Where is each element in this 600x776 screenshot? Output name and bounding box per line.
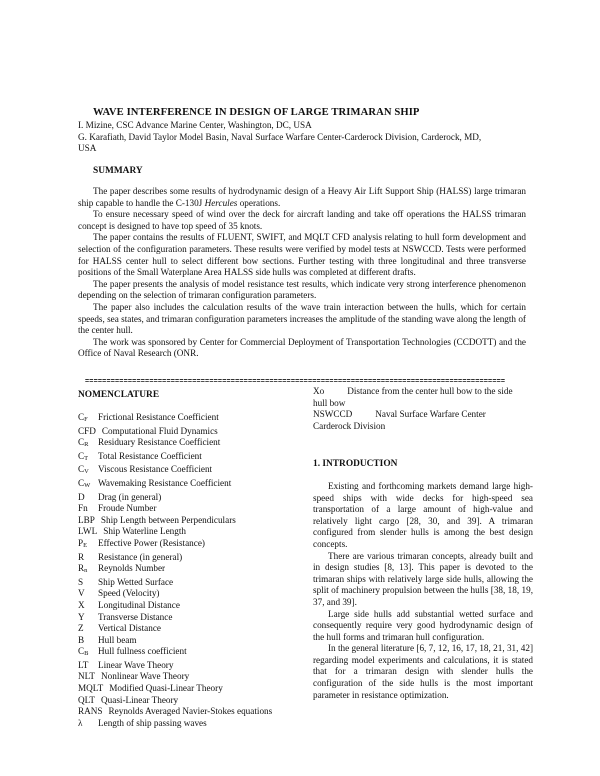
nomenclature-symbol	[78, 695, 95, 707]
nomenclature-row	[78, 426, 303, 438]
nomenclature-xo-line-1: Xo Distance from the center hull bow to the side	[313, 386, 513, 396]
nomenclature-row	[78, 706, 303, 718]
nomenclature-description: Nonlinear Wave Theory	[101, 671, 190, 682]
nomenclature-row	[78, 492, 303, 504]
nomenclature-symbol	[78, 503, 98, 515]
nomenclature-symbol-subscript: E	[83, 541, 88, 549]
nomenclature-symbol-subscript: n	[84, 567, 88, 575]
nomenclature-row	[78, 577, 303, 589]
nomenclature-description: Ship Waterline Length	[103, 526, 186, 537]
nomenclature-row	[78, 563, 303, 577]
nomenclature-description: Length of ship passing waves	[98, 717, 207, 728]
summary-paragraph-5: The paper also includes the calculation results of the wave train interaction between the hulls, which for certain speeds, sea states, and trimaran configuration parameters increases the amplitude of the standing wave along the length of the center hull.	[78, 301, 526, 336]
nomenclature-row	[78, 718, 303, 730]
nomenclature-symbol	[78, 464, 98, 478]
nomenclature-description: Resistance (in general)	[98, 551, 183, 562]
author-line-3: USA	[78, 143, 97, 154]
nomenclature-description: Computational Fluid Dynamics	[101, 425, 218, 436]
nomenclature-description: Longitudinal Distance	[98, 599, 180, 610]
nomenclature-symbol-subscript: W	[84, 481, 91, 489]
nomenclature-description: Residuary Resistance Coefficient	[98, 437, 221, 448]
summary-section	[78, 186, 526, 360]
summary-heading: SUMMARY	[93, 166, 143, 176]
nomenclature-row	[78, 660, 303, 672]
nomenclature-symbol	[78, 718, 98, 730]
nomenclature-symbol-base: λ	[78, 717, 83, 728]
nomenclature-description: Reynolds Number	[98, 563, 166, 574]
nomenclature-description: Wavemaking Resistance Coefficient	[98, 477, 232, 488]
nomenclature-symbol-base: R	[78, 551, 85, 562]
introduction-heading: 1. INTRODUCTION	[313, 459, 398, 470]
nomenclature-row	[78, 635, 303, 647]
nomenclature-row	[78, 478, 303, 492]
nomenclature-symbol	[78, 660, 98, 672]
nomenclature-symbol-base: Y	[78, 611, 85, 622]
nomenclature-symbol	[78, 526, 97, 538]
nomenclature-description: Quasi-Linear Theory	[101, 694, 179, 705]
summary-paragraph-1	[78, 186, 526, 209]
nomenclature-symbol	[78, 612, 98, 624]
nomenclature-symbol	[78, 451, 98, 465]
nomenclature-row	[78, 623, 303, 635]
summary-p1-italic: Hercules	[204, 197, 238, 208]
paper-title: WAVE INTERFERENCE IN DESIGN OF LARGE TRIMARAN SHIP	[93, 107, 420, 118]
nomenclature-symbol-subscript: V	[84, 468, 89, 476]
nomenclature-description: Froude Number	[98, 503, 157, 514]
right-column	[313, 386, 533, 701]
nomenclature-symbol	[78, 426, 96, 438]
nomenclature-symbol	[78, 706, 103, 718]
nomenclature-row	[78, 683, 303, 695]
nomenclature-row	[78, 695, 303, 707]
nomenclature-row	[78, 612, 303, 624]
summary-paragraph-3: The paper contains the results of FLUENT, SWIFT, and MQLT CFD analysis relating to hull form development and selection of the configuration parameters. These results were verified by model tests at NSWCCD. Tests were performed for HALSS center hull to select different bow sections. Further testing with three longitudinal and three transverse positions of the Small Waterplane Area HALSS side hulls was completed at different drafts.	[78, 232, 526, 278]
author-line-1: I. Mizine, CSC Advance Marine Center, Washington, DC, USA	[78, 120, 312, 130]
summary-p1-text: The paper describes some results of hydrodynamic design of a Heavy Air Lift Support Ship (HALSS) large trimaran ship capable to handle the C-130J	[78, 186, 526, 208]
nomenclature-description: Hull beam	[98, 634, 137, 645]
intro-paragraph-1: Existing and forthcoming markets demand large high-speed ships with wide decks for high-speed sea transportation of a large amount of high-value and relatively light cargo [28, 30, and 39]. A trimaran configured from slender hulls is among the best design concepts.	[313, 480, 533, 549]
nomenclature-row	[78, 464, 303, 478]
nomenclature-symbol-base: C	[78, 450, 85, 461]
section-separator: ==================================================================================================	[85, 378, 506, 385]
nomenclature-symbol-base: B	[78, 634, 85, 645]
nomenclature-symbol	[78, 671, 95, 683]
nomenclature-symbol	[78, 577, 98, 589]
intro-paragraph-4: In the general literature [6, 7, 12, 16, 17, 18, 21, 31, 42] regarding model experiments and calculations, it is stated that for a trimaran design with slender hulls the configuration of the side hulls is the most important parameter in resistance optimization.	[313, 643, 533, 700]
nomenclature-description: Ship Wetted Surface	[98, 576, 174, 587]
nomenclature-symbol	[78, 538, 98, 552]
nomenclature-symbol-base: QLT	[78, 694, 96, 705]
nomenclature-row	[78, 412, 303, 426]
nomenclature-symbol-base: C	[78, 464, 85, 475]
summary-paragraph-6: The work was sponsored by Center for Commercial Deployment of Transportation Technologies (CCDOTT) and the Office of Naval Research (ONR.	[78, 336, 526, 359]
nomenclature-row	[78, 503, 303, 515]
nomenclature-description: Effective Power (Resistance)	[98, 537, 205, 548]
intro-paragraph-3: Large side hulls add substantial wetted surface and consequently require very good hydrodynamic design of the hull forms and trimaran hull configuration.	[313, 608, 533, 642]
nomenclature-symbol	[78, 437, 98, 451]
nomenclature-description: Drag (in general)	[98, 491, 162, 502]
nomenclature-symbol	[78, 623, 98, 635]
nomenclature-row	[78, 646, 303, 660]
nomenclature-description: Transverse Distance	[98, 611, 173, 622]
nomenclature-symbol-base: V	[78, 588, 85, 599]
nomenclature-symbol-base: RANS	[78, 706, 103, 717]
nomenclature-list	[78, 412, 303, 729]
nomenclature-symbol-base: NLT	[78, 671, 96, 682]
nomenclature-symbol	[78, 588, 98, 600]
summary-paragraph-2: To ensure necessary speed of wind over the deck for aircraft landing and take off operations the HALSS trimaran concept is designed to have top speed of 35 knots.	[78, 209, 526, 231]
nomenclature-symbol	[78, 646, 98, 660]
nomenclature-symbol-base: D	[78, 491, 85, 502]
nomenclature-symbol-base: LWL	[78, 526, 98, 537]
nomenclature-symbol	[78, 683, 103, 695]
nomenclature-symbol	[78, 412, 98, 426]
nomenclature-row	[78, 515, 303, 527]
nomenclature-description: Ship Length between Perpendiculars	[100, 514, 236, 525]
nomenclature-symbol-subscript: F	[84, 416, 88, 423]
nomenclature-symbol	[78, 478, 98, 492]
nomenclature-symbol-base: MQLT	[78, 683, 104, 694]
nomenclature-row	[78, 671, 303, 683]
nomenclature-xo-line-2: hull bow	[313, 397, 346, 408]
nomenclature-row	[78, 552, 303, 564]
nomenclature-symbol-subscript: R	[84, 441, 89, 449]
nomenclature-row	[78, 600, 303, 612]
nomenclature-symbol-base: LBP	[78, 514, 95, 525]
nomenclature-description: Hull fullness coefficient	[98, 646, 187, 657]
nomenclature-description: Frictional Resistance Coefficient	[98, 412, 219, 422]
nomenclature-symbol-base: P	[78, 537, 84, 548]
summary-p1-end: operations.	[237, 197, 281, 208]
nomenclature-symbol-base: C	[78, 477, 85, 488]
nomenclature-symbol-base: X	[78, 599, 85, 610]
nomenclature-symbol-base: C	[78, 437, 85, 448]
nomenclature-row	[78, 526, 303, 538]
nomenclature-row	[78, 588, 303, 600]
nomenclature-heading: NOMENCLATURE	[78, 390, 160, 400]
nomenclature-nswccd-line-1: NSWCCD Naval Surface Warfare Center	[313, 409, 486, 420]
nomenclature-description: Linear Wave Theory	[98, 659, 174, 670]
nomenclature-symbol	[78, 563, 98, 577]
summary-paragraph-4: The paper presents the analysis of model resistance test results, which indicate very strong interference phenomenon depending on the selection of trimaran configuration parameters.	[78, 278, 526, 301]
nomenclature-nswccd-line-2: Carderock Division	[313, 420, 386, 431]
author-line-2: G. Karafiath, David Taylor Model Basin, Naval Surface Warfare Center-Carderock Division, Carderock, MD,	[78, 131, 482, 142]
nomenclature-symbol-base: CFD	[78, 425, 96, 436]
author-block	[78, 120, 538, 155]
nomenclature-description: Speed (Velocity)	[98, 588, 160, 599]
nomenclature-symbol-base: LT	[78, 659, 89, 670]
nomenclature-description: Total Resistance Coefficient	[98, 450, 202, 461]
nomenclature-symbol	[78, 635, 98, 647]
nomenclature-symbol	[78, 600, 98, 612]
nomenclature-symbol	[78, 515, 95, 527]
nomenclature-symbol-base: Z	[78, 623, 84, 634]
nomenclature-description: Modified Quasi-Linear Theory	[109, 683, 223, 694]
nomenclature-symbol	[78, 552, 98, 564]
nomenclature-symbol-base: S	[78, 576, 84, 587]
nomenclature-symbol	[78, 492, 98, 504]
intro-paragraph-2: There are various trimaran concepts, already built and in design studies [8, 13]. This paper is devoted to the trimaran ships with relatively large side hulls, allowing the split of machinery propulsion between the hulls [38, 18, 19, 37, and 39].	[313, 550, 533, 607]
nomenclature-row	[78, 538, 303, 552]
nomenclature-symbol-base: C	[78, 646, 85, 657]
nomenclature-symbol-subscript: T	[84, 454, 89, 462]
nomenclature-symbol-base: Fn	[78, 503, 88, 514]
nomenclature-row	[78, 451, 303, 465]
nomenclature-symbol-base: C	[78, 412, 85, 422]
nomenclature-description: Reynolds Averaged Navier-Stokes equations	[108, 706, 273, 717]
nomenclature-description: Viscous Resistance Coefficient	[98, 464, 213, 475]
nomenclature-symbol-base: R	[78, 563, 85, 574]
nomenclature-row	[78, 437, 303, 451]
nomenclature-symbol-subscript: B	[84, 650, 89, 658]
nomenclature-description: Vertical Distance	[98, 623, 162, 634]
